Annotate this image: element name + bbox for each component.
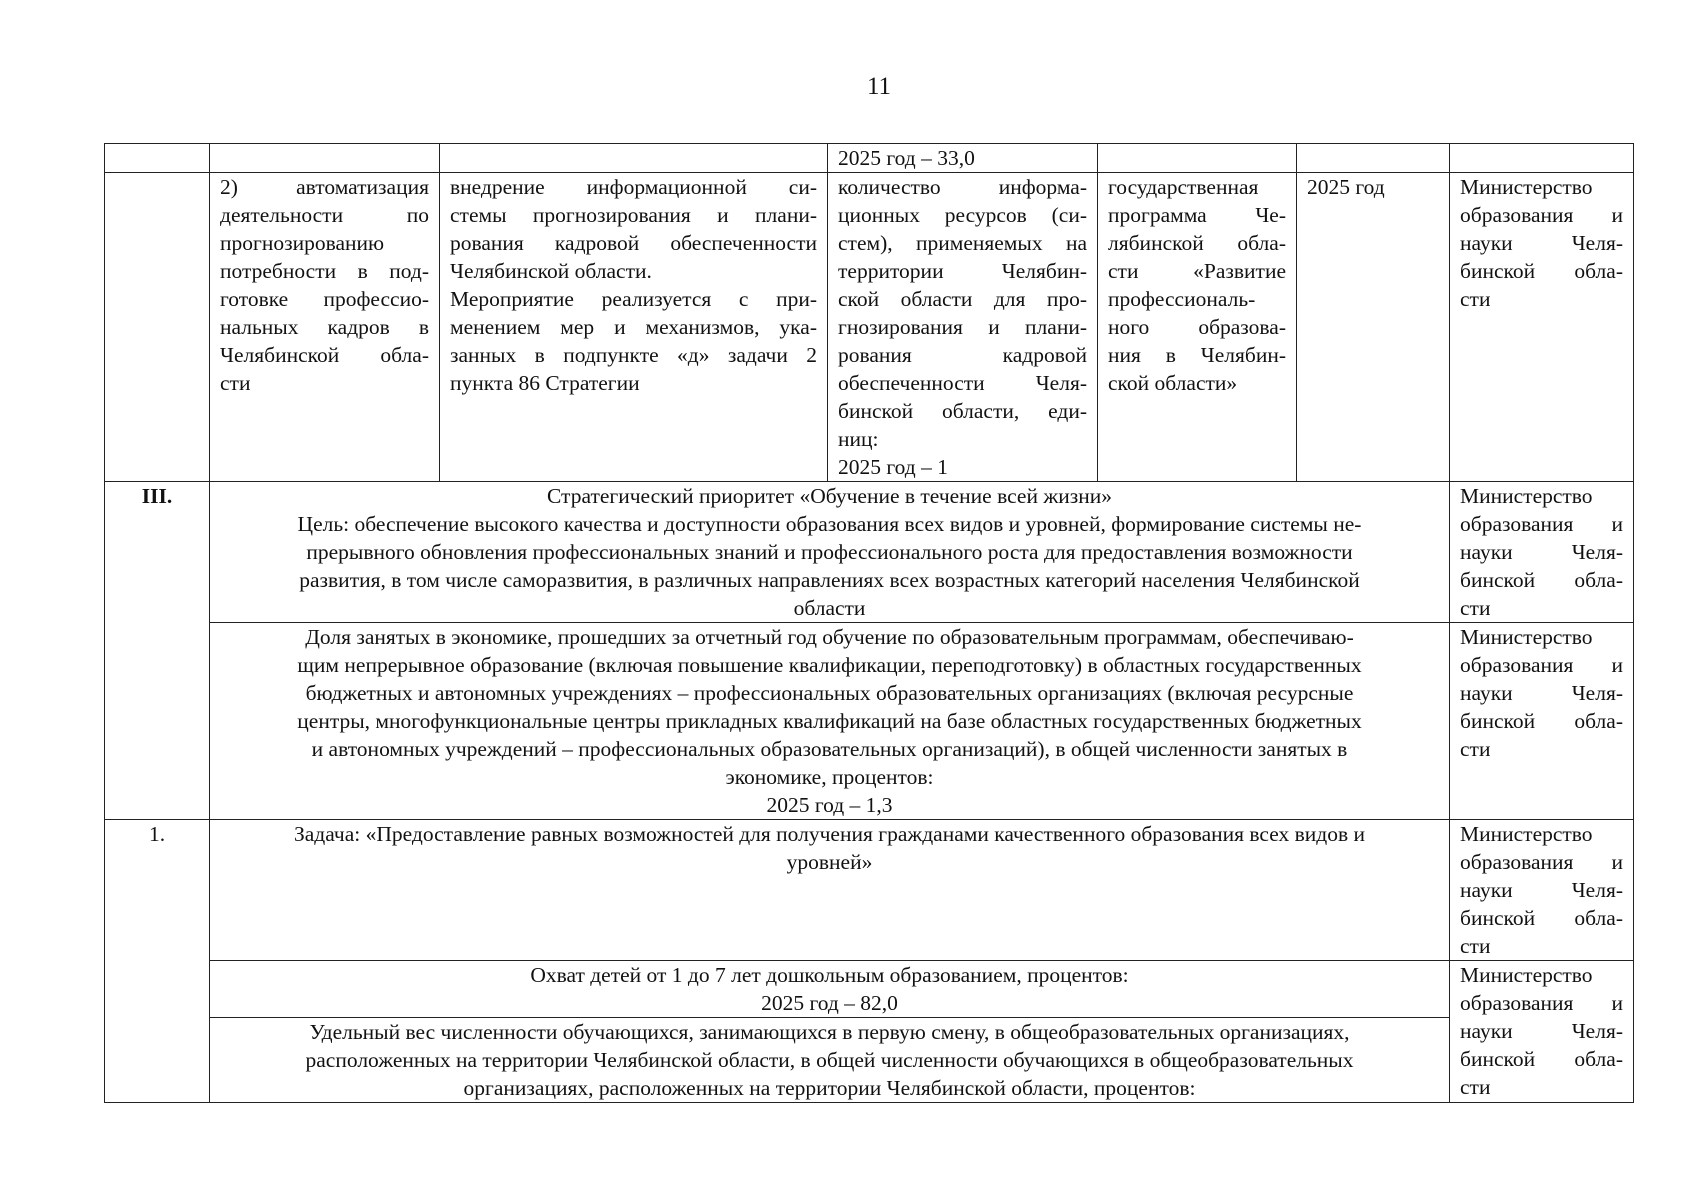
indicator-description: количество информа- ционных ресурсов (си- стем), применяемых на территории Челябин- ской области для про- гнозирования и плани- рования кадровой обеспеченности Челя- бинской области, еди- ниц: 2025 год – 1 xyxy=(828,173,1098,482)
cell-empty xyxy=(440,144,828,173)
goal-line: прерывного обновления профессиональных знаний и профессионального роста для предоставления возможности xyxy=(306,540,1353,564)
priority-title: Стратегический приоритет «Обучение в течение всей жизни» xyxy=(547,484,1112,508)
goal-line: Цель: обеспечение высокого качества и доступности образования всех видов и уровней, формирование системы не- xyxy=(297,512,1362,536)
goal-line: области xyxy=(793,596,866,620)
table-row-indicator-1 xyxy=(105,961,1634,1018)
program-name: государственная программа Че- лябинской обла- сти «Развитие профессиональ- ного образова- ния в Челябин- ской области» xyxy=(1098,173,1297,482)
indicator-tail: 2025 год – 33,0 xyxy=(828,144,1098,173)
table-row-indicator-2 xyxy=(105,1018,1634,1103)
cell-empty xyxy=(105,144,210,173)
section-number: III. xyxy=(105,482,210,820)
cell-empty xyxy=(105,173,210,482)
priority-goal xyxy=(210,482,1450,623)
deadline: 2025 год xyxy=(1297,173,1450,482)
table-row-section-iii xyxy=(105,482,1634,623)
responsible-executor: Министерство образования и науки Челя- бинской обла- сти xyxy=(1450,820,1634,961)
table-row-section-iii-indicator xyxy=(105,623,1634,820)
indicator-preschool: Охват детей от 1 до 7 лет дошкольным образованием, процентов: 2025 год – 82,0 xyxy=(210,961,1450,1018)
task-number: 1. xyxy=(105,820,210,1103)
table-row-continuation xyxy=(105,144,1634,173)
cell-empty xyxy=(210,144,440,173)
task-title: Задача: «Предоставление равных возможностей для получения гражданами качественного образования всех видов и уровней» xyxy=(210,820,1450,961)
responsible-executor: Министерство образования и науки Челя- бинской обла- сти xyxy=(1450,482,1634,623)
measure-description: внедрение информационной си- стемы прогнозирования и плани- рования кадровой обеспеченности Челябинской области. Мероприятие реализуется с при- менением мер и механизмов, ука- занных в подпункте «д» задачи 2 пункта 86 Стратегии xyxy=(440,173,828,482)
table-row-automation xyxy=(105,173,1634,482)
table-row-task-1 xyxy=(105,820,1634,961)
responsible-executor: Министерство образования и науки Челя- бинской обла- сти xyxy=(1450,173,1634,482)
task-title: 2) автоматизация деятельности по прогнозированию потребности в под- готовке профессио- нальных кадров в Челябинской обла- сти xyxy=(210,173,440,482)
strategy-table xyxy=(104,143,1634,1103)
page-number: 11 xyxy=(866,73,892,100)
indicator-first-shift: Удельный вес численности обучающихся, занимающихся в первую смену, в общеобразовательных организациях, расположенных на территории Челябинской области, в общей численности обучающихся в общеобразовательных организациях, расположенных на территории Челябинской области, процентов: xyxy=(210,1018,1450,1103)
cell-empty xyxy=(1098,144,1297,173)
cell-empty xyxy=(1450,144,1634,173)
goal-line: развития, в том числе саморазвития, в различных направлениях всех возрастных категорий населения Челябинской xyxy=(299,568,1360,592)
cell-empty xyxy=(1297,144,1450,173)
section-indicator: Доля занятых в экономике, прошедших за отчетный год обучение по образовательным программам, обеспечиваю- щим непрерывное образование (включая повышение квалификации, переподготовку) в областных государственных бюджетных и автономных учреждениях – профессиональных образовательных организациях (включая ресурсные центры, многофункциональные центры прикладных квалификаций на базе областных государственных бюджетных и автономных учреждений – профессиональных образовательных организаций), в общей численности занятых в экономике, процентов: 2025 год – 1,3 xyxy=(210,623,1450,820)
responsible-executor: Министерство образования и науки Челя- бинской обла- сти xyxy=(1450,623,1634,820)
responsible-executor: Министерство образования и науки Челя- бинской обла- сти xyxy=(1450,961,1634,1103)
